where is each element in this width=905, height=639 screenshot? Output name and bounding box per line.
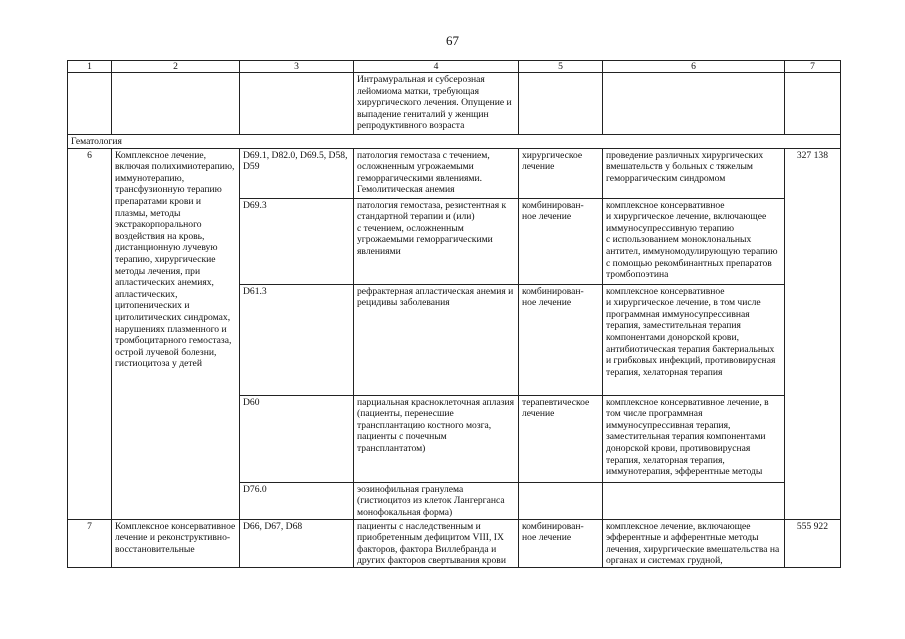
treatment-type	[519, 482, 603, 519]
diagnosis-codes: D66, D67, D68	[240, 519, 354, 567]
condition-cell: парциальная красноклеточная аплазия (пациенты, перенесшие трансплантацию костного мозга, пациенты с почечным трансплантатом)	[354, 395, 519, 482]
treatment-type: комбинирован- ное лечение	[519, 284, 603, 395]
treatment-type: комбинирован- ное лечение	[519, 198, 603, 284]
treatment-name: Комплексное консервативное лечение и реконструктивно-восстановительные	[112, 519, 240, 567]
diagnosis-codes: D60	[240, 395, 354, 482]
treatment-method: проведение различных хирургических вмешательств у больных с тяжелым геморрагическим синдромом	[603, 148, 785, 198]
section-title: Гематология	[68, 135, 841, 149]
column-header-1: 1	[68, 61, 112, 73]
treatment-name: Комплексное лечение, включая полихимиотерапию, иммунотерапию, трансфузионную терапию препаратами крови и плазмы, методы экстракорпорального воздействия на кровь, дистанционную лучевую терапию, хирургические методы лечения, при апластических анемиях, апластических, цитопенических и цитолитических синдромах, нарушениях плазменного и тромбоцитарного гемостаза, острой лучевой болезни, гистиоцитоза у детей	[112, 148, 240, 519]
tariff-value: 327 138	[785, 148, 841, 519]
treatment-method: комплексное лечение, включающее эфферентные и афферентные методы лечения, хирургические вмешательства на органах и системах грудной,	[603, 519, 785, 567]
column-header-6: 6	[603, 61, 785, 73]
table-row	[68, 148, 841, 198]
row-number: 6	[68, 148, 112, 519]
column-header-7: 7	[785, 61, 841, 73]
table-row	[68, 519, 841, 567]
diagnosis-codes: D61.3	[240, 284, 354, 395]
condition-cell: эозинофильная гранулема (гистиоцитоз из клеток Лангерганса монофокальная форма)	[354, 482, 519, 519]
treatment-type: терапевтическое лечение	[519, 395, 603, 482]
tariff-value: 555 922	[785, 519, 841, 567]
column-header-5: 5	[519, 61, 603, 73]
treatment-table	[67, 60, 841, 568]
column-header-2: 2	[112, 61, 240, 73]
condition-cell: рефрактерная апластическая анемия и рецидивы заболевания	[354, 284, 519, 395]
treatment-method	[603, 482, 785, 519]
treatment-method: комплексное консервативное лечение, в том числе программная иммуносупрессивная терапия, заместительная терапия компонентами донорской крови, противовирусная терапия, хелаторная терапия, иммунотерапия, эфферентные методы	[603, 395, 785, 482]
table-row	[68, 73, 841, 135]
column-header-row	[68, 61, 841, 73]
column-header-4: 4	[354, 61, 519, 73]
row-number: 7	[68, 519, 112, 567]
condition-cell: пациенты с наследственным и приобретенным дефицитом VIII, IX факторов, фактора Виллебранда и других факторов свертывания крови	[354, 519, 519, 567]
diagnosis-codes: D69.1, D82.0, D69.5, D58, D59	[240, 148, 354, 198]
treatment-type: хирургическое лечение	[519, 148, 603, 198]
treatment-type: комбинирован- ное лечение	[519, 519, 603, 567]
treatment-method: комплексное консервативное и хирургическое лечение, включающее иммуносупрессивную терапию с использованием моноклональных антител, иммуномодулирующую терапию с помощью рекомбинантных препаратов тромбопоэтина	[603, 198, 785, 284]
page-number: 67	[446, 33, 459, 48]
condition-cell: Интрамуральная и субсерозная лейомиома матки, требующая хирургического лечения. Опущение и выпадение гениталий у женщин репродуктивного возраста	[354, 73, 519, 135]
treatment-method: комплексное консервативное и хирургическое лечение, в том числе программная иммуносупрессивная терапия, заместительная терапия компонентами донорской крови, антибиотическая терапия бактериальных и грибковых инфекций, противовирусная терапия, хелаторная терапия	[603, 284, 785, 395]
condition-cell: патология гемостаза, резистентная к стандартной терапии и (или) с течением, осложненным угрожаемыми геморрагическими явлениями	[354, 198, 519, 284]
condition-cell: патология гемостаза с течением, осложненным угрожаемыми геморрагическими явлениями. Гемолитическая анемия	[354, 148, 519, 198]
diagnosis-codes: D69.3	[240, 198, 354, 284]
diagnosis-codes: D76.0	[240, 482, 354, 519]
section-row	[68, 135, 841, 149]
column-header-3: 3	[240, 61, 354, 73]
